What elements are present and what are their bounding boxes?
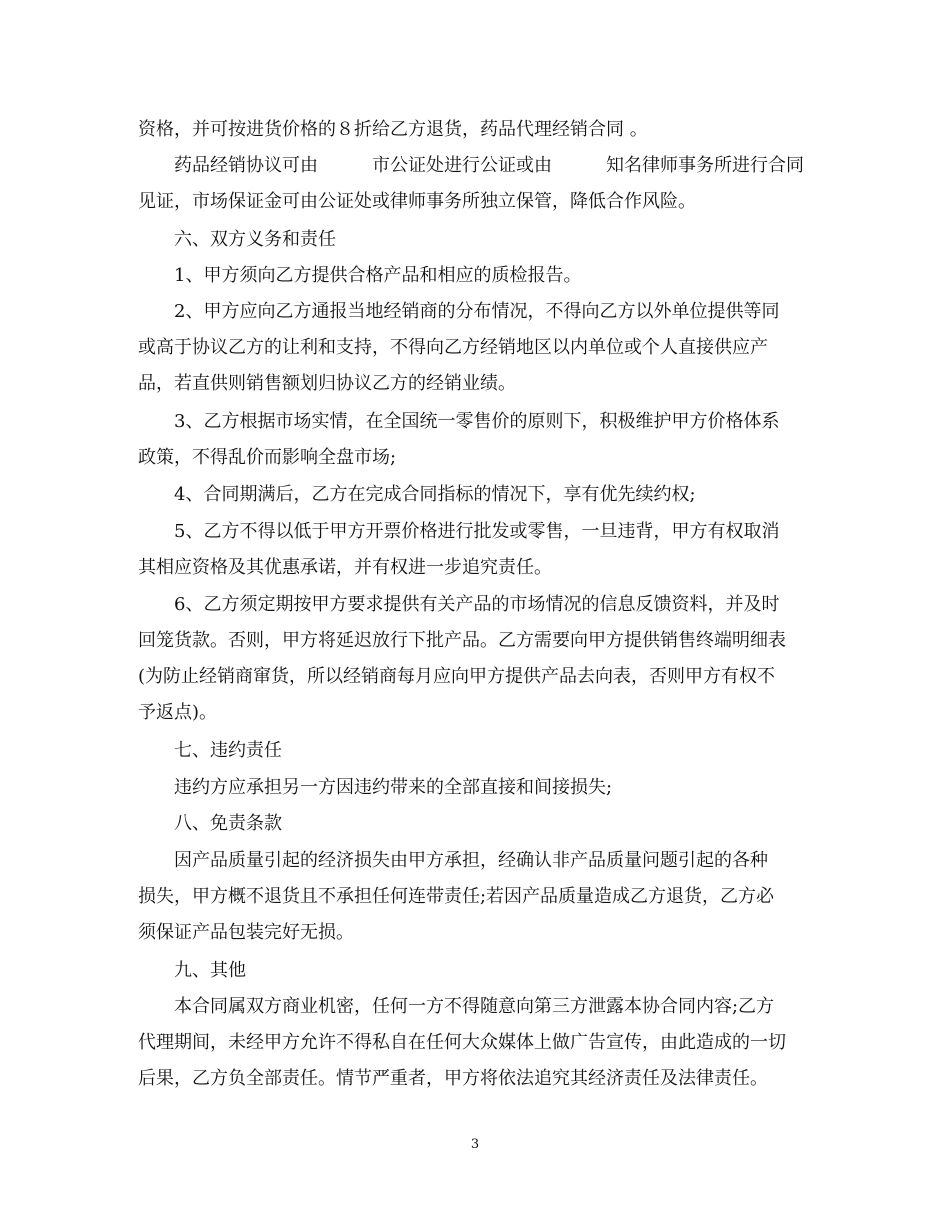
paragraph-6-4 xyxy=(138,477,818,513)
text-line: 八、免责条款 xyxy=(174,813,282,834)
page-number: 3 xyxy=(470,1137,480,1152)
paragraph-notary xyxy=(138,148,818,220)
text-line: 或高于协议乙方的让利和支持，不得向乙方经销地区以内单位或个人直接供应产 xyxy=(138,337,768,358)
paragraph-6-2 xyxy=(138,294,818,402)
text-line: 3、乙方根据市场实情，在全国统一零售价的原则下，积极维护甲方价格体系 xyxy=(174,411,780,432)
text-line: 回笼货款。否则，甲方将延迟放行下批产品。乙方需要向甲方提供销售终端明细表 xyxy=(138,630,786,651)
text-line: 违约方应承担另一方因违约带来的全部直接和间接损失; xyxy=(174,777,613,798)
text-line: 其相应资格及其优惠承诺，并有权进一步追究责任。 xyxy=(138,557,552,578)
text-line: 损失，甲方概不退货且不承担任何连带责任;若因产品质量造成乙方退货，乙方必 xyxy=(138,886,775,907)
text-line: 见证，市场保证金可由公证处或律师事务所独立保管，降低合作风险。 xyxy=(138,191,696,212)
paragraph-8 xyxy=(138,843,818,951)
text-line: 4、合同期满后，乙方在完成合同指标的情况下，享有优先续约权; xyxy=(174,484,696,505)
section-heading-7 xyxy=(138,733,818,769)
text-line: 六、双方义务和责任 xyxy=(174,229,336,250)
text-line: 品，若直供则销售额划归协议乙方的经销业绩。 xyxy=(138,373,516,394)
text-line: 1、甲方须向乙方提供合格产品和相应的质检报告。 xyxy=(174,265,582,286)
text-line: 5、乙方不得以低于甲方开票价格进行批发或零售，一旦违背，甲方有权取消 xyxy=(174,521,780,542)
section-heading-9 xyxy=(138,953,818,989)
paragraph-qualification xyxy=(138,112,818,148)
text-line: 本合同属双方商业机密，任何一方不得随意向第三方泄露本协合同内容;乙方 xyxy=(174,996,775,1017)
text-line: 药品经销协议可由 市公证处进行公证或由 知名律师事务所进行合同 xyxy=(174,155,804,176)
text-line: 6、乙方须定期按甲方要求提供有关产品的市场情况的信息反馈资料，并及时 xyxy=(174,594,780,615)
paragraph-6-1 xyxy=(138,258,818,294)
text-line: 政策，不得乱价而影响全盘市场; xyxy=(138,447,397,468)
text-line: 须保证产品包装完好无损。 xyxy=(138,922,354,943)
text-line: 2、甲方应向乙方通报当地经销商的分布情况，不得向乙方以外单位提供等同 xyxy=(174,301,780,322)
section-heading-6 xyxy=(138,222,818,258)
text-line: (为防止经销商窜货，所以经销商每月应向甲方提供产品去向表，否则甲方有权不 xyxy=(138,666,776,687)
text-line: 九、其他 xyxy=(174,960,246,981)
text-line: 代理期间，未经甲方允许不得私自在任何大众媒体上做广告宣传，由此造成的一切 xyxy=(138,1032,786,1053)
text-line: 因产品质量引起的经济损失由甲方承担，经确认非产品质量问题引起的各种 xyxy=(174,850,768,871)
text-line: 七、违约责任 xyxy=(174,740,282,761)
text-line: 资格，并可按进货价格的８折给乙方退货，药品代理经销合同 。 xyxy=(138,119,648,140)
section-heading-8 xyxy=(138,806,818,842)
paragraph-6-3 xyxy=(138,404,818,476)
paragraph-6-6 xyxy=(138,587,818,731)
paragraph-9 xyxy=(138,989,818,1097)
paragraph-7 xyxy=(138,770,818,806)
text-line: 予返点)。 xyxy=(138,702,218,723)
text-line: 后果，乙方负全部责任。情节严重者，甲方将依法追究其经济责任及法律责任。 xyxy=(138,1068,768,1089)
paragraph-6-5 xyxy=(138,514,818,586)
